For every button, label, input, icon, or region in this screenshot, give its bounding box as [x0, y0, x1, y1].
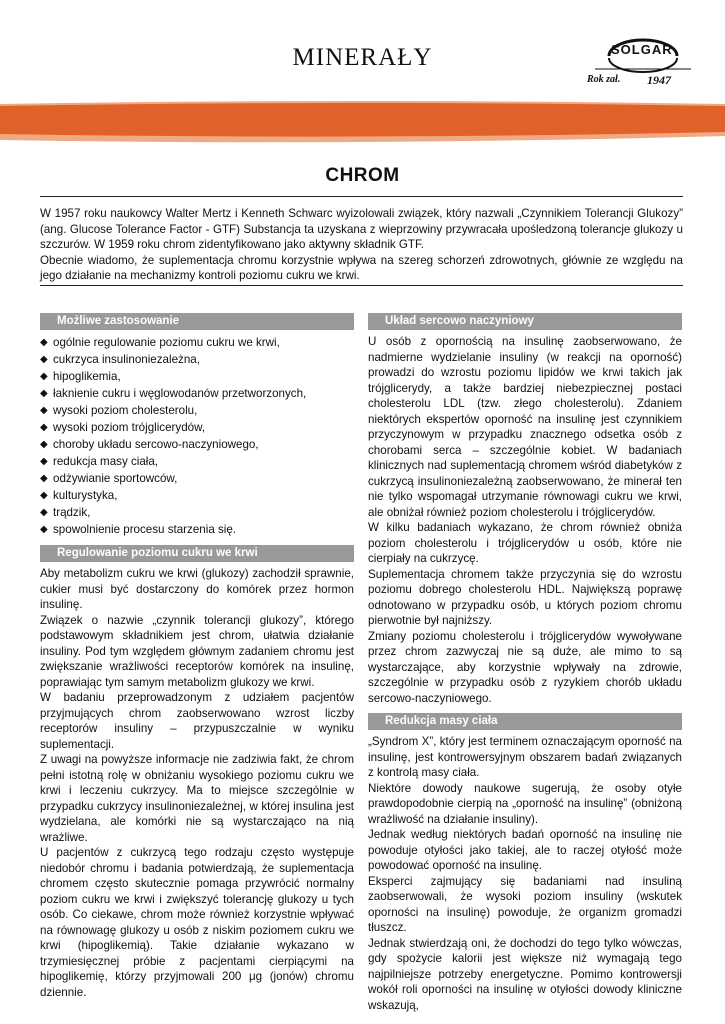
paragraph: Eksperci zajmujący się badaniami nad insuliną zaobserwowali, że wysoki poziom insuliny (wskutek oporności na insulinę) powoduje, że organizm gromadzi tłuszcz. [368, 874, 682, 934]
diamond-bullet-icon: ◆ [40, 473, 48, 484]
blood-sugar-text [40, 566, 354, 1000]
weight-header: Redukcja masy ciała [368, 713, 682, 730]
diamond-bullet-icon: ◆ [40, 490, 48, 501]
paragraph: W badaniu przeprowadzonym z udziałem pacjentów przyjmujących chrom zaobserwowano wzrost liczby receptorów insuliny – przypuszczalnie w wyniku suplementacji. [40, 691, 354, 751]
paragraph: Jednak stwierdzają oni, że dochodzi do tego tylko wówczas, gdy spożycie kalorii jest większe niż wymagają tego najpilniejsze potrzeby energetyczne. Pomimo kontrowersji wokół roli oporności na insulinę w otyłości dowody kliniczne wskazują, [368, 936, 682, 1012]
diamond-bullet-icon: ◆ [40, 524, 48, 535]
title-divider [40, 196, 683, 197]
paragraph: Jednak według niektórych badań oporność na insulinę nie powoduje otyłości jako takiej, ale to raczej otyłość może powodować oporność na insulinę. [368, 828, 682, 872]
list-item: ◆ wysoki poziom cholesterolu, [40, 404, 198, 417]
diamond-bullet-icon: ◆ [40, 371, 48, 382]
paragraph: Z uwagi na powyższe informacje nie zadziwia fakt, że chrom pełni istotną rolę w obniżaniu wysokiego poziomu cukru we krwi i leczeniu cukrzycy. Ma to miejsce szczególnie w przypadku cukrzycy insulinoniezależnej, w której insulina jest wydzielana, ale komórki nie są wystarczająco na nią wrażliwe. [40, 753, 354, 844]
paragraph: Suplementacja chromem także przyczynia się do wzrostu poziomu dobrego cholesterolu HDL. Największą poprawę odnotowano w przypadku osób, u których poziom chromu pierwotnie był najniższy. [368, 567, 682, 627]
list-item: ◆ łaknienie cukru i węglowodanów przetworzonych, [40, 387, 307, 400]
paragraph: Aby metabolizm cukru we krwi (glukozy) zachodził sprawnie, cukier musi być dostarczony do komórek przez hormon insulinę. [40, 567, 354, 611]
intro-divider [40, 285, 683, 286]
orange-wave-band [0, 96, 725, 148]
list-item: ◆ choroby układu sercowo-naczyniowego, [40, 438, 259, 451]
diamond-bullet-icon: ◆ [40, 439, 48, 450]
paragraph: Zmiany poziomu cholesterolu i trójglicerydów wywoływane przez chrom zazwyczaj nie są duże, ale mimo to są wystarczające, aby korzystnie wpływały na zdrowie, szczególnie w przypadku osób z ryzykiem chorób układu sercowo-naczyniowego. [368, 629, 682, 705]
diamond-bullet-icon: ◆ [40, 388, 48, 399]
cardio-text [368, 334, 682, 706]
diamond-bullet-icon: ◆ [40, 456, 48, 467]
paragraph: Niektóre dowody naukowe sugerują, że osoby otyłe prawdopodobnie cierpią na „oporność na insulinę” (obniżoną wrażliwość na działanie insuliny). [368, 781, 682, 826]
list-item: ◆ odżywianie sportowców, [40, 472, 178, 485]
intro-paragraph: W 1957 roku naukowcy Walter Mertz i Kenneth Schwarc wyizolowali związek, który nazwali „Czynnikiem Tolerancji Glukozy” (ang. Glucose Tolerance Factor - GTF) Substancja ta uzyskana z wieprzowiny przywracała upośledzoną tolerancje glukozy u szczurów. W 1959 roku chrom zidentyfikowano jako aktywny składnik GTF. [40, 207, 683, 251]
intro-paragraph: Obecnie wiadomo, że suplementacja chromu korzystnie wpływa na szereg schorzeń zdrowotnych, głównie ze względu na jego działanie na mechanizmy kontroli poziomu cukru we krwi. [40, 253, 683, 282]
list-item: ◆ ogólnie regulowanie poziomu cukru we krwi, [40, 336, 280, 349]
intro-text [40, 206, 683, 284]
logo-since-label: Rok zał. [587, 74, 621, 85]
right-column [368, 313, 682, 1013]
diamond-bullet-icon: ◆ [40, 507, 48, 518]
blood-sugar-header: Regulowanie poziomu cukru we krwi [40, 545, 354, 562]
cardio-header: Układ sercowo naczyniowy [368, 313, 682, 330]
diamond-bullet-icon: ◆ [40, 337, 48, 348]
paragraph: W kilku badaniach wykazano, że chrom również obniża poziom cholesterolu i trójglicerydów u osób, które nie cierpiały na cukrzycę. [368, 521, 682, 565]
weight-text [368, 734, 682, 1013]
list-item: ◆ trądzik, [40, 506, 91, 519]
uses-header: Możliwe zastosowanie [40, 313, 354, 330]
diamond-bullet-icon: ◆ [40, 405, 48, 416]
paragraph: „Syndrom X”, który jest terminem oznaczającym oporność na insulinę, jest kontrowersyjnym obszarem badań związanych z kontrolą masy ciała. [368, 735, 682, 779]
solgar-logo [587, 38, 697, 90]
paragraph: U osób z opornością na insulinę zaobserwowano, że nadmierne wydzielanie insuliny (w reakcji na oporność) prowadzi do wzrostu poziomu lipidów we krwi takich jak trójglicerydy, a także bardziej niebezpiecznej postaci cholesterolu LDL (tzw. złego cholesterolu). Zdaniem niektórych ekspertów oporność na insulinę jest czynnikiem przyczynowym w przypadku znacznego odsetka osób z chorobami serca – szczególnie kobiet. W badaniach klinicznych nad suplementacją chromem wśród diabetyków z cukrzycą insulinoniezależną zaobserwowano, że minerał ten nie tylko wspomagał utrzymanie równowagi cukru we krwi, ale obniżał również poziom cholesterolu i trójglicerydów. [368, 335, 682, 519]
uses-list [40, 334, 354, 538]
diamond-bullet-icon: ◆ [40, 354, 48, 365]
list-item: ◆ wysoki poziom trójglicerydów, [40, 421, 206, 434]
logo-year: 1947 [647, 73, 671, 87]
logo-brand: SOLGAR [611, 42, 673, 57]
list-item: ◆ kulturystyka, [40, 489, 118, 502]
left-column [40, 313, 354, 1000]
section-header-title: MINERAŁY [292, 44, 433, 71]
page-title: CHROM [325, 165, 400, 186]
list-item: ◆ spowolnienie procesu starzenia się. [40, 523, 237, 536]
paragraph: Związek o nazwie „czynnik tolerancji glukozy”, którego podstawowym składnikiem jest chrom, ułatwia działanie insuliny. Pod tym względem głównym zadaniem chromu jest zwiększanie wrażliwości receptorów komórek na insulinę, poprawiając tym samym metabolizm glukozy we krwi. [40, 613, 354, 689]
list-item: ◆ redukcja masy ciała, [40, 455, 159, 468]
diamond-bullet-icon: ◆ [40, 422, 48, 433]
list-item: ◆ hipoglikemia, [40, 370, 121, 383]
list-item: ◆ cukrzyca insulinoniezależna, [40, 353, 200, 366]
paragraph: U pacjentów z cukrzycą tego rodzaju często występuje niedobór chromu i badania potwierdzają, że suplementacja chromem często skutecznie pomaga przywrócić normalny poziom cukru we krwi i zwiększyć tolerancję glukozy u tych osób. Co ciekawe, chrom może również korzystnie wpływać na równowagę glukozy u osób z niskim poziomem cukru we krwi (hipoglikemią). Takie działanie wykazano w trzymiesięcznej próbie z pacjentami cierpiącymi na hipoglikemię, którzy przyjmowali 200 μg (jonów) chromu dziennie. [40, 846, 354, 999]
